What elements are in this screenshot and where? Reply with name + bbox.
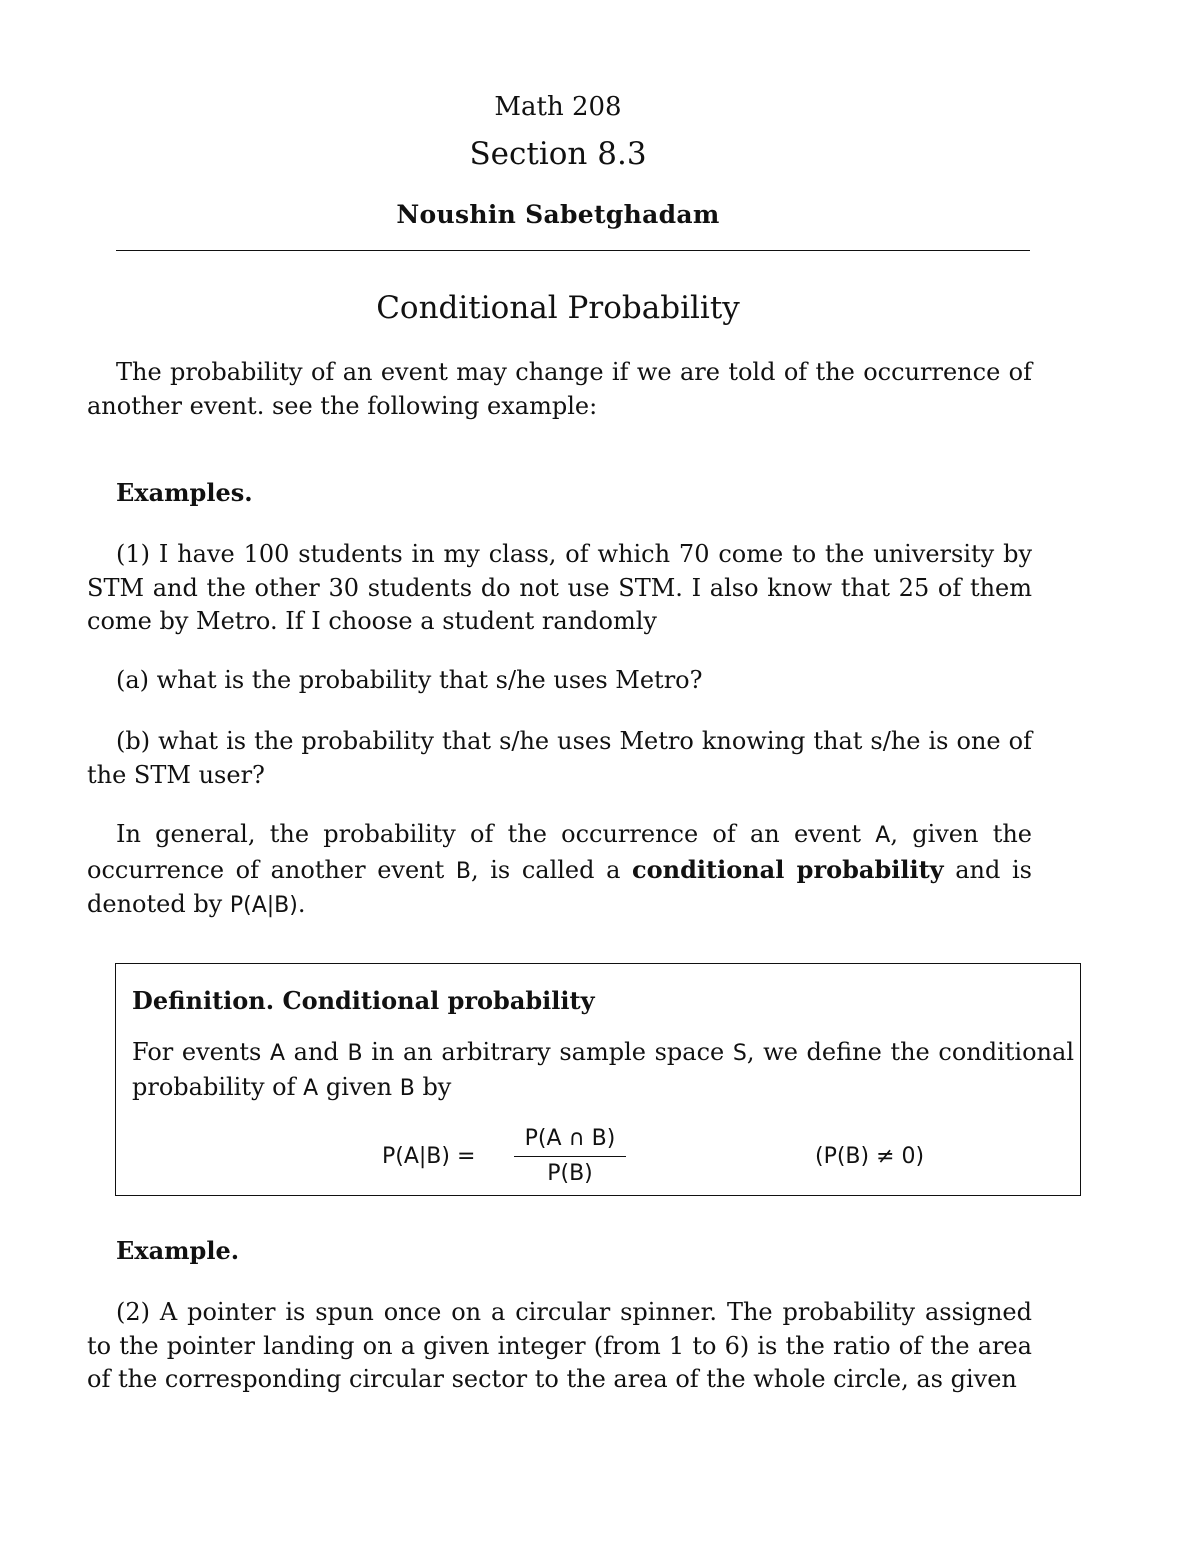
- conditional-notation: P(A|B): [229, 893, 298, 918]
- intro-paragraph: The probability of an event may change if we are told of the occurrence of another event. see the following example:: [87, 358, 1032, 420]
- event-b-symbol: B: [455, 858, 471, 884]
- definition-sample-space: S: [732, 1041, 747, 1066]
- formula-numerator: P(A ∩ B): [524, 1126, 616, 1151]
- definition-event-a: A: [269, 1041, 286, 1066]
- author-name: Noushin Sabetghadam: [396, 200, 720, 229]
- topic-title: Conditional Probability: [376, 290, 740, 326]
- event-a-symbol: A: [875, 823, 891, 848]
- example-2-text: (2) A pointer is spun once on a circular spinner. The probability assigned to the pointer landing on a given integer (from 1 to 6) is the ratio of the area of the corresponding circular sector to the area of the whole circle, as given: [87, 1298, 1032, 1393]
- formula-lhs: P(A|B) =: [382, 1144, 476, 1169]
- definition-event-b-2: B: [399, 1075, 415, 1101]
- definition-text-6: by: [414, 1072, 452, 1101]
- general-text-4: and is denoted by: [87, 855, 1032, 918]
- definition-text-2: and: [285, 1038, 348, 1066]
- header-divider: [116, 250, 1030, 251]
- formula-fraction: [514, 1124, 626, 1188]
- definition-text-5: given: [318, 1072, 400, 1101]
- general-paragraph: [87, 818, 1032, 923]
- definition-text-3: in an arbitrary sample space: [362, 1038, 733, 1066]
- section-title: Section 8.3: [469, 136, 647, 172]
- definition-title: Definition. Conditional probability: [132, 986, 595, 1015]
- formula-denominator: P(B): [547, 1161, 593, 1186]
- definition-text-1: For events: [132, 1038, 270, 1066]
- general-text-1: In general, the probability of the occurrence of an event: [116, 820, 876, 848]
- examples-heading: Examples.: [116, 478, 253, 507]
- fraction-bar: [514, 1156, 626, 1157]
- general-text-3: , is called a: [470, 855, 633, 884]
- example-1-part-a: (a) what is the probability that s/he uses Metro?: [116, 666, 703, 694]
- definition-event-a-2: A: [303, 1075, 319, 1101]
- example-1-part-b: (b) what is the probability that s/he uses Metro knowing that s/he is one of the STM user?: [87, 727, 1032, 789]
- definition-text-4: , we define the conditional probability of: [132, 1038, 1074, 1101]
- definition-body: [132, 1036, 1074, 1105]
- definition-box: [115, 963, 1081, 1196]
- example-1-text: (1) I have 100 students in my class, of which 70 come to the university by STM and the other 30 students do not use STM. I also know that 25 of them come by Metro. If I choose a student randomly: [87, 540, 1032, 635]
- example-heading: Example.: [116, 1236, 240, 1265]
- general-text-end: .: [297, 890, 306, 918]
- course-title: Math 208: [494, 92, 622, 122]
- definition-event-b: B: [347, 1041, 363, 1066]
- formula-condition: (P(B) ≠ 0): [815, 1144, 925, 1169]
- general-text-2: , given the occurrence of another event: [87, 820, 1033, 884]
- conditional-probability-term: conditional probability: [632, 854, 944, 884]
